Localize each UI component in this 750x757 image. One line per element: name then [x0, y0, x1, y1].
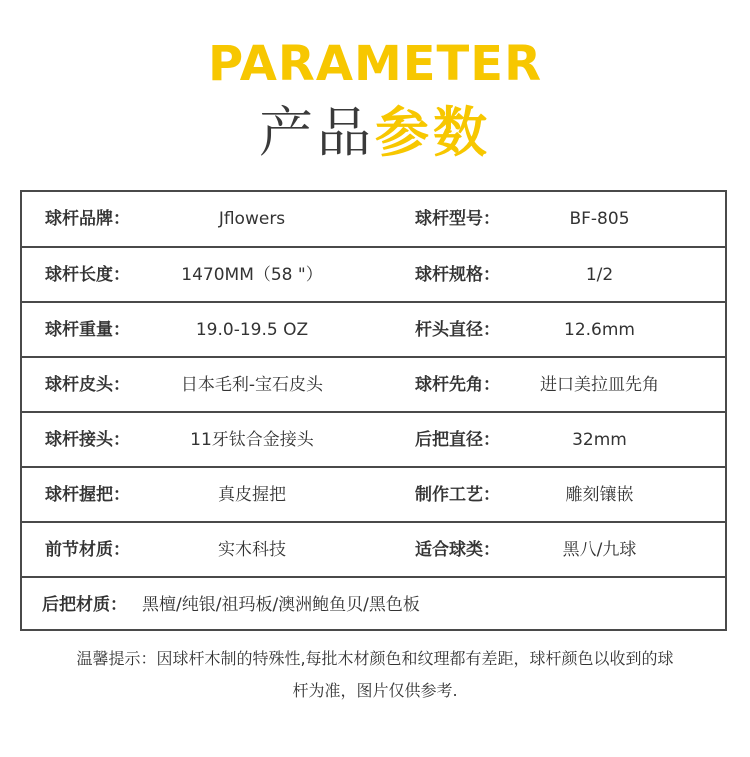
table-bottom-border	[20, 629, 727, 631]
table-row	[22, 303, 725, 358]
table-row	[22, 523, 725, 578]
row-label: 杆头直径：	[415, 320, 500, 340]
title-english: PARAMETER	[207, 36, 543, 92]
row-value: BF-805	[569, 209, 630, 229]
table-row	[22, 248, 725, 303]
row-label: 后把材质：	[42, 595, 127, 615]
row-value: 黑檀/纯银/祖玛板/澳洲鲍鱼贝/黑色板	[142, 595, 420, 615]
row-label: 球杆接头：	[45, 430, 130, 450]
row-label: 前节材质：	[45, 540, 130, 560]
row-label: 球杆皮头：	[45, 375, 130, 395]
row-value: 1470MM（58 "）	[181, 265, 323, 285]
row-label: 球杆长度：	[45, 265, 130, 285]
row-value: 雕刻镶嵌	[565, 485, 634, 505]
row-value: 真皮握把	[218, 485, 286, 505]
title-chinese-accent: 参数	[375, 101, 491, 164]
row-label: 制作工艺：	[415, 485, 500, 505]
row-label: 球杆先角：	[415, 375, 500, 395]
table-row	[22, 358, 725, 413]
table-row	[22, 192, 725, 247]
row-value: Jflowers	[218, 209, 286, 229]
disclaimer-note	[30, 643, 720, 707]
note-line-1: 温馨提示：因球杆木制的特殊性,每批木材颜色和纹理都有差距，球杆颜色以收到的球	[76, 649, 674, 668]
table-row	[22, 413, 725, 468]
table-row-wide	[22, 578, 725, 633]
row-label: 球杆型号：	[415, 209, 500, 229]
row-label: 球杆规格：	[415, 265, 500, 285]
row-value: 黑八/九球	[562, 540, 637, 560]
note-line-2: 杆为准，图片仅供参考.	[292, 681, 458, 700]
title-chinese-plain: 产品	[259, 101, 375, 164]
row-value: 11牙钛合金接头	[190, 430, 314, 450]
row-value: 19.0-19.5 OZ	[195, 320, 309, 340]
title-chinese	[0, 100, 750, 166]
row-label: 球杆品牌：	[45, 209, 130, 229]
row-value: 实木科技	[218, 540, 286, 560]
row-value: 日本毛利-宝石皮头	[180, 375, 324, 395]
parameter-table	[20, 190, 727, 629]
row-value: 进口美拉皿先角	[540, 375, 659, 395]
row-label: 适合球类：	[415, 540, 500, 560]
row-value: 32mm	[572, 430, 627, 450]
row-label: 后把直径：	[415, 430, 500, 450]
row-value: 1/2	[585, 265, 614, 285]
table-row	[22, 468, 725, 523]
row-label: 球杆握把：	[45, 485, 130, 505]
row-value: 12.6mm	[564, 320, 635, 340]
row-label: 球杆重量：	[45, 320, 130, 340]
